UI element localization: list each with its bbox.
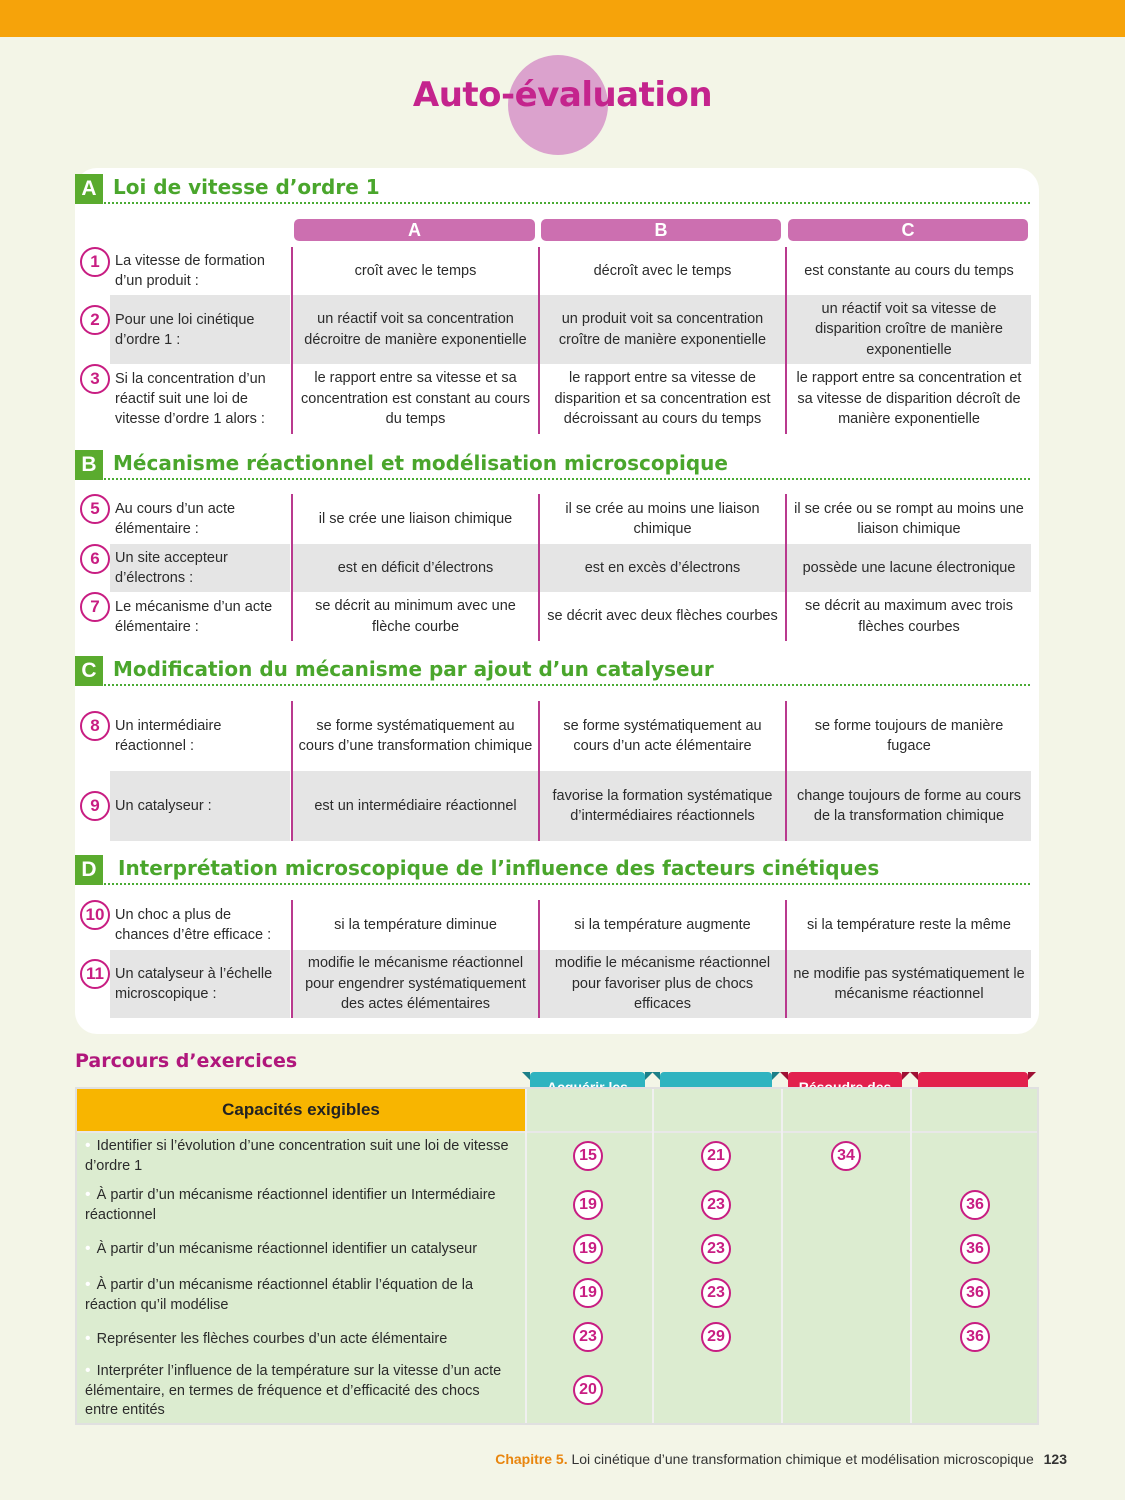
section-letter: B (75, 450, 103, 480)
exercise-number[interactable]: 19 (573, 1278, 603, 1308)
section-letter: D (75, 855, 103, 885)
answer-c[interactable]: se décrit au maximum avec trois flèches courbes (785, 592, 1031, 641)
exercise-number[interactable]: 23 (573, 1322, 603, 1352)
exercise-number[interactable]: 21 (701, 1141, 731, 1171)
exercise-number[interactable]: 23 (701, 1278, 731, 1308)
column-header-c: C (788, 219, 1028, 241)
title-block (0, 55, 1125, 155)
parcours-title: Parcours d’exercices (75, 1050, 298, 1072)
exercise-number[interactable]: 36 (960, 1278, 990, 1308)
answer-c[interactable]: se forme toujours de manière fugace (785, 701, 1031, 771)
answer-c[interactable]: ne modifie pas systématiquement le mécanisme réactionnel (785, 950, 1031, 1018)
question-row (78, 364, 1031, 434)
section-title: Interprétation microscopique de l’influence des facteurs cinétiques (118, 856, 880, 880)
question-row (78, 592, 1031, 641)
answer-c[interactable]: un réactif voit sa vitesse de disparition croître de manière exponentielle (785, 295, 1031, 364)
question-text: La vitesse de formation d’un produit : (115, 253, 265, 289)
question-row (78, 544, 1031, 592)
table-row (77, 1359, 1037, 1423)
answer-b[interactable]: décroît avec le temps (538, 247, 785, 295)
table-row (77, 1181, 1037, 1229)
answer-c[interactable]: si la température reste la même (785, 900, 1031, 950)
question-row (78, 900, 1031, 950)
answer-b[interactable]: il se crée au moins une liaison chimique (538, 494, 785, 544)
answer-a[interactable]: il se crée une liaison chimique (291, 494, 538, 544)
section-letter: A (75, 174, 103, 204)
question-text: Un catalyseur à l’échelle microscopique : (110, 950, 290, 1018)
capacity-text: • Interpréter l’influence de la température sur la vitesse d’un acte élémentaire, en termes de fréquence et d’efficacité des chocs entre entités (85, 1362, 502, 1419)
capacity-text: • À partir d’un mécanisme réactionnel identifier un catalyseur (85, 1239, 478, 1257)
answer-b[interactable]: un produit voit sa concentration croître de manière exponentielle (538, 295, 785, 364)
question-text: Un intermédiaire réactionnel : (115, 718, 222, 754)
section-letter: C (75, 656, 103, 686)
exercise-number[interactable]: 15 (573, 1141, 603, 1171)
question-row (78, 247, 1031, 295)
column-header-b: B (541, 219, 781, 241)
answer-c[interactable]: possède une lacune électronique (785, 544, 1031, 592)
question-number: 9 (80, 791, 110, 821)
answer-a[interactable]: se décrit au minimum avec une flèche courbe (291, 592, 538, 641)
question-number: 7 (80, 592, 110, 622)
question-text: Un site accepteur d’électrons : (110, 544, 290, 592)
parcours-table (75, 1087, 1039, 1425)
section-title: Loi de vitesse d’ordre 1 (113, 175, 380, 199)
answer-b[interactable]: le rapport entre sa vitesse de disparition et sa concentration est décroissant au cours du temps (538, 364, 785, 434)
page-title: Auto-évaluation (412, 75, 713, 115)
question-text: Le mécanisme d’un acte élémentaire : (115, 598, 273, 635)
section-title: Modification du mécanisme par ajout d’un catalyseur (113, 657, 714, 681)
top-color-bar (0, 0, 1125, 37)
question-row (78, 494, 1031, 544)
answer-a[interactable]: croît avec le temps (291, 247, 538, 295)
question-text: Un choc a plus de chances d’être efficace : (115, 907, 272, 943)
answer-c[interactable]: change toujours de forme au cours de la transformation chimique (785, 771, 1031, 841)
answer-b[interactable]: modifie le mécanisme réactionnel pour favoriser plus de chocs efficaces (538, 950, 785, 1018)
question-number: 10 (80, 900, 110, 930)
table-row (77, 1271, 1037, 1319)
answer-a[interactable]: est en déficit d’électrons (291, 544, 538, 592)
answer-c[interactable]: il se crée ou se rompt au moins une liaison chimique (785, 494, 1031, 544)
exercise-number[interactable]: 36 (960, 1190, 990, 1220)
answer-b[interactable]: favorise la formation systématique d’intermédiaires réactionnels (538, 771, 785, 841)
answer-b[interactable]: est en excès d’électrons (538, 544, 785, 592)
page-footer (495, 1451, 1067, 1467)
question-row (78, 701, 1031, 771)
exercise-number[interactable]: 19 (573, 1234, 603, 1264)
question-number: 5 (80, 494, 110, 524)
answer-a[interactable]: si la température diminue (291, 900, 538, 950)
question-number: 1 (80, 247, 110, 277)
table-row (77, 1319, 1037, 1359)
question-row (78, 295, 1031, 364)
question-number: 2 (80, 305, 110, 335)
column-header-a: A (294, 219, 535, 241)
exercise-number[interactable]: 23 (701, 1234, 731, 1264)
table-row (77, 1133, 1037, 1179)
answer-a[interactable]: se forme systématiquement au cours d’une transformation chimique (291, 701, 538, 771)
answer-b[interactable]: si la température augmente (538, 900, 785, 950)
exercise-number[interactable]: 36 (960, 1234, 990, 1264)
section-header-d (75, 853, 1030, 885)
answer-b[interactable]: se forme systématiquement au cours d’un acte élémentaire (538, 701, 785, 771)
section-title: Mécanisme réactionnel et modélisation microscopique (113, 451, 728, 475)
answer-b[interactable]: se décrit avec deux flèches courbes (538, 592, 785, 641)
footer-chapter: Chapitre 5. (495, 1451, 568, 1467)
capacites-header: Capacités exigibles (77, 1089, 525, 1131)
page-number: 123 (1043, 1451, 1067, 1467)
capacity-text: • Représenter les flèches courbes d’un acte élémentaire (85, 1329, 448, 1347)
answer-c[interactable]: le rapport entre sa concentration et sa vitesse de disparition décroît de manière exponentielle (785, 364, 1031, 434)
exercise-number[interactable]: 34 (831, 1141, 861, 1171)
exercise-number[interactable]: 20 (573, 1375, 603, 1405)
exercise-number[interactable]: 23 (701, 1190, 731, 1220)
question-row (78, 771, 1031, 841)
question-text: Pour une loi cinétique d’ordre 1 : (110, 295, 290, 364)
capacity-text: • À partir d’un mécanisme réactionnel identifier un Intermédiaire réactionnel (85, 1186, 496, 1223)
footer-chapter-title: Loi cinétique d’une transformation chimique et modélisation microscopique (571, 1451, 1034, 1467)
capacity-text: • À partir d’un mécanisme réactionnel établir l’équation de la réaction qu’il modélise (85, 1276, 474, 1313)
question-row (78, 950, 1031, 1018)
answer-a[interactable]: le rapport entre sa vitesse et sa concentration est constant au cours du temps (291, 364, 538, 434)
question-text: Si la concentration d’un réactif suit une loi de vitesse d’ordre 1 alors : (115, 371, 266, 427)
exercise-number[interactable]: 29 (701, 1322, 731, 1352)
section-header-c (75, 654, 1030, 686)
exercise-number[interactable]: 36 (960, 1322, 990, 1352)
section-header-a (75, 172, 1030, 204)
question-number: 3 (80, 364, 110, 394)
answer-c[interactable]: est constante au cours du temps (785, 247, 1031, 295)
question-text: Au cours d’un acte élémentaire : (115, 501, 236, 537)
exercise-number[interactable]: 19 (573, 1190, 603, 1220)
question-number: 8 (80, 711, 110, 741)
answer-a[interactable]: modifie le mécanisme réactionnel pour engendrer systématiquement des actes élémentaires (291, 950, 538, 1018)
answer-a[interactable]: est un intermédiaire réactionnel (291, 771, 538, 841)
question-number: 11 (80, 959, 110, 989)
section-header-b (75, 448, 1030, 480)
question-text: Un catalyseur : (110, 771, 290, 841)
answer-a[interactable]: un réactif voit sa concentration décroitre de manière exponentielle (291, 295, 538, 364)
capacity-text: • Identifier si l’évolution d’une concentration suit une loi de vitesse d’ordre 1 (85, 1137, 509, 1174)
question-number: 6 (80, 544, 110, 574)
table-row (77, 1229, 1037, 1269)
